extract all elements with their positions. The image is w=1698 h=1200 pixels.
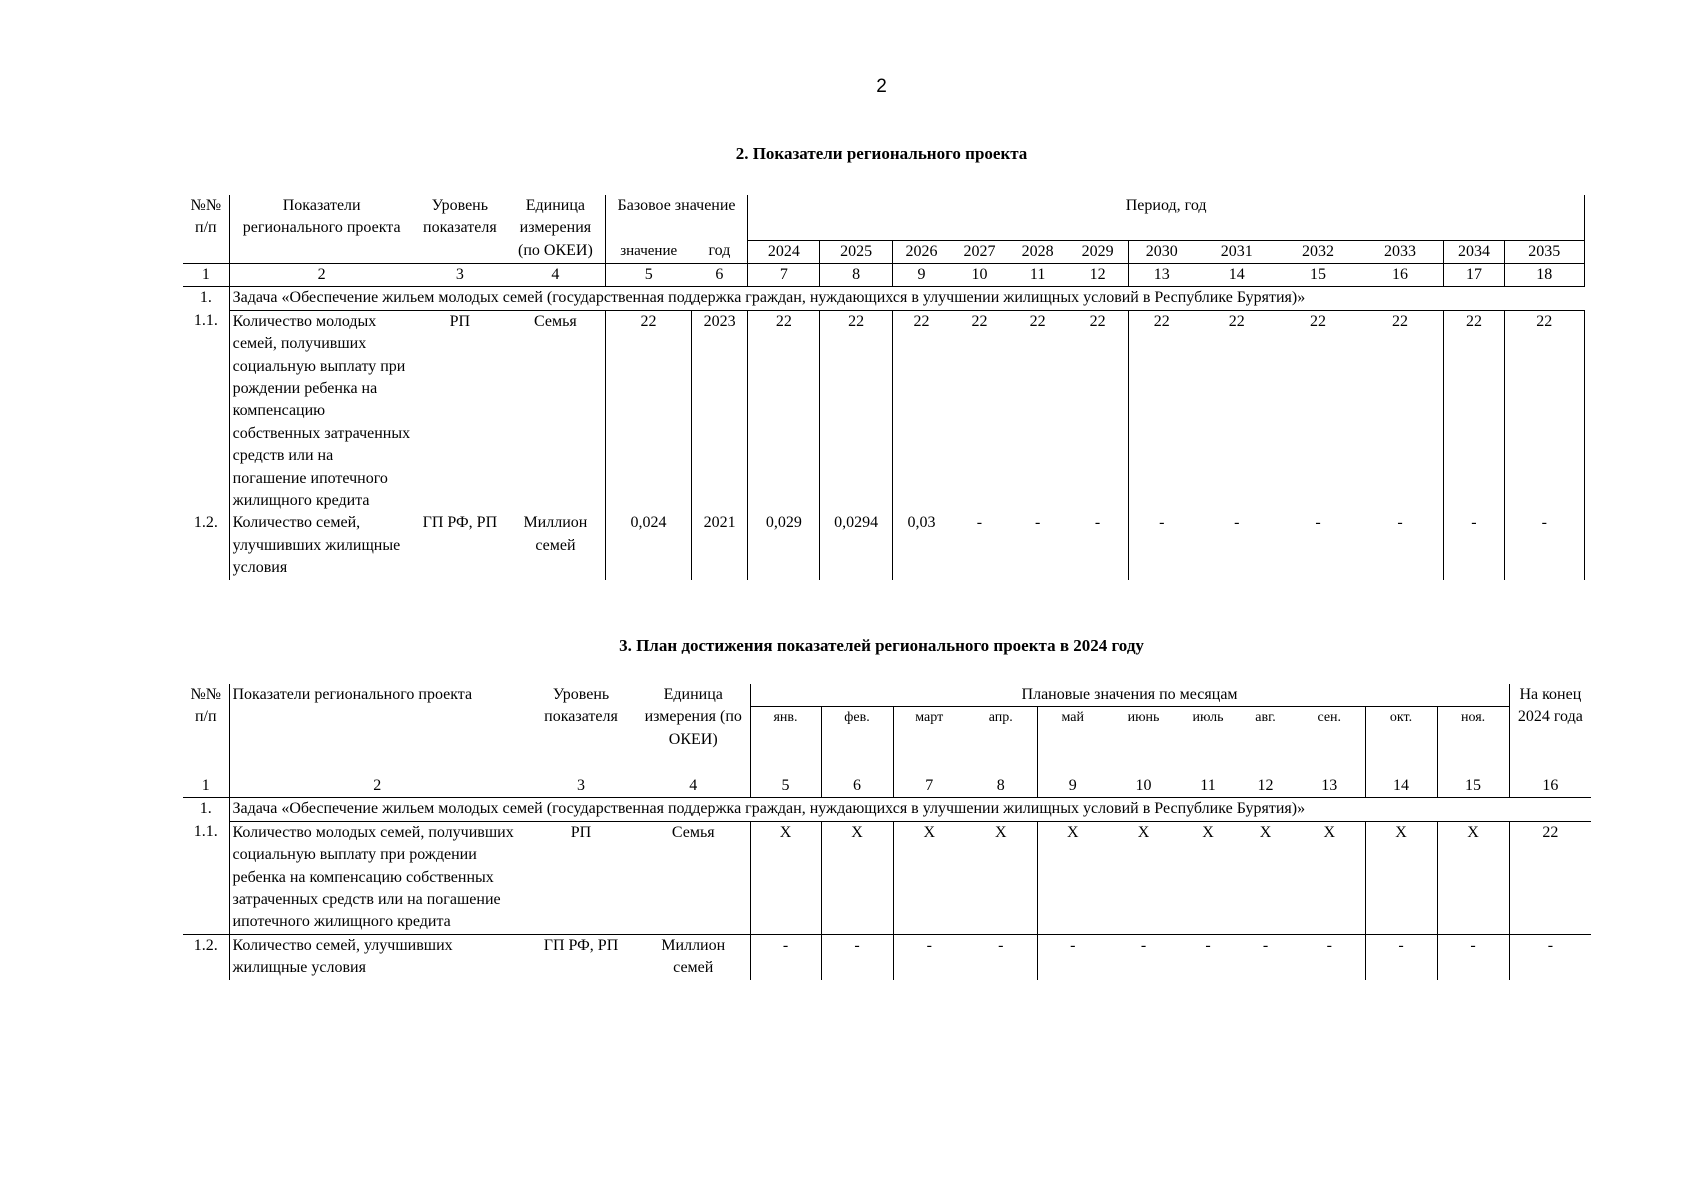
header-month: авг. bbox=[1237, 707, 1294, 775]
indicator-row bbox=[183, 821, 1591, 934]
row-month-value: - bbox=[1437, 934, 1509, 979]
column-number: 7 bbox=[748, 263, 820, 286]
column-numbers-row bbox=[183, 775, 1591, 798]
row-month-value: X bbox=[821, 821, 893, 934]
row-month-value: X bbox=[750, 821, 821, 934]
row-unit: Миллион семей bbox=[637, 934, 750, 979]
row-month-value: X bbox=[1137, 823, 1150, 841]
row-value: 22 bbox=[1129, 310, 1194, 512]
column-number: 9 bbox=[1037, 775, 1108, 798]
header-level: Уровень показателя bbox=[423, 197, 497, 237]
row-num: 1.2. bbox=[183, 934, 229, 979]
row-month-value: X bbox=[1202, 823, 1214, 841]
header-year: 2033 bbox=[1357, 240, 1444, 263]
column-number: 13 bbox=[1129, 263, 1194, 286]
row-indicator-name: Количество семей, улучшивших жилищные условия bbox=[229, 934, 525, 979]
header-month: сен. bbox=[1294, 707, 1365, 775]
column-number: 15 bbox=[1279, 263, 1356, 286]
column-number: 15 bbox=[1437, 775, 1509, 798]
row-month-value: X bbox=[1037, 821, 1108, 934]
page-number: 2 bbox=[876, 76, 887, 97]
column-number: 6 bbox=[821, 775, 893, 798]
header-base-year: год bbox=[708, 242, 731, 259]
column-number: 9 bbox=[892, 263, 950, 286]
section-3-title: 3. План достижения показателей регионального проекта в 2024 году bbox=[619, 636, 1144, 655]
row-month-value: X bbox=[1437, 821, 1509, 934]
row-month-value: - bbox=[1179, 934, 1237, 979]
row-month-value: - bbox=[1037, 934, 1108, 979]
header-indicator: Показатели регионального проекта bbox=[229, 684, 525, 775]
header-month: фев. bbox=[821, 707, 893, 775]
column-number: 6 bbox=[692, 263, 748, 286]
row-value: - bbox=[1234, 514, 1240, 532]
column-number: 12 bbox=[1067, 263, 1129, 286]
indicators-table bbox=[183, 195, 1585, 580]
row-value: - bbox=[1094, 514, 1101, 532]
row-month-value: - bbox=[1294, 934, 1365, 979]
header-month: ноя. bbox=[1437, 707, 1509, 775]
row-value: 22 bbox=[892, 310, 950, 512]
row-unit: Семья bbox=[671, 823, 715, 841]
column-number: 2 bbox=[229, 263, 414, 286]
row-value: - bbox=[1444, 512, 1504, 579]
column-number: 8 bbox=[996, 776, 1005, 794]
header-month: июнь bbox=[1108, 707, 1179, 775]
column-numbers-row bbox=[183, 263, 1585, 286]
column-number: 4 bbox=[689, 776, 698, 794]
row-month-value: - bbox=[821, 934, 893, 979]
header-num: №№ п/п bbox=[190, 686, 222, 726]
indicator-row bbox=[183, 310, 1585, 512]
column-number: 7 bbox=[893, 775, 965, 798]
row-month-value: - bbox=[1108, 934, 1179, 979]
header-level: Уровень показателя bbox=[544, 686, 618, 726]
row-base-year: 2021 bbox=[692, 512, 748, 579]
row-value: 22 bbox=[971, 312, 988, 330]
column-number: 16 bbox=[1357, 263, 1444, 286]
column-number: 18 bbox=[1504, 263, 1584, 286]
column-number: 1 bbox=[183, 263, 229, 286]
row-value: 22 bbox=[1228, 312, 1245, 330]
header-row bbox=[183, 684, 1591, 707]
row-month-value: X bbox=[1323, 823, 1336, 841]
column-number: 5 bbox=[750, 775, 821, 798]
header-monthly: Плановые значения по месяцам bbox=[750, 684, 1509, 707]
row-value: - bbox=[1129, 512, 1194, 579]
task-row bbox=[183, 798, 1591, 821]
column-number: 10 bbox=[1135, 776, 1152, 794]
row-value: 22 bbox=[1029, 312, 1046, 330]
row-indicator-name: Количество семей, улучшивших жилищные условия bbox=[229, 512, 414, 579]
task-text: Задача «Обеспечение жильем молодых семей (государственная поддержка граждан, нуждающихся в улучшении жилищных условий в Республике Бурятия)» bbox=[229, 798, 1591, 821]
header-year: 2029 bbox=[1067, 240, 1129, 263]
section-2-title: 2. Показатели регионального проекта bbox=[735, 144, 1028, 163]
header-year: 2035 bbox=[1504, 240, 1584, 263]
row-unit: Миллион семей bbox=[523, 514, 588, 554]
row-value: 0,029 bbox=[748, 512, 820, 579]
column-number: 14 bbox=[1365, 775, 1437, 798]
header-month: апр. bbox=[965, 707, 1037, 775]
header-month: окт. bbox=[1365, 707, 1437, 775]
row-base-value: 22 bbox=[605, 310, 691, 512]
row-level: ГП РФ, РП bbox=[525, 934, 637, 979]
row-value: 22 bbox=[820, 310, 892, 512]
header-month: янв. bbox=[750, 707, 821, 775]
header-month: март bbox=[893, 707, 965, 775]
column-number: 14 bbox=[1194, 263, 1279, 286]
row-month-value: - bbox=[965, 934, 1037, 979]
header-year: 2028 bbox=[1009, 240, 1067, 263]
header-year: 2034 bbox=[1444, 240, 1504, 263]
header-indicator: Показатели регионального проекта bbox=[229, 195, 414, 263]
column-number: 17 bbox=[1444, 263, 1504, 286]
row-month-value: X bbox=[1259, 823, 1272, 841]
row-value: 22 bbox=[1444, 310, 1504, 512]
row-num: 1.1. bbox=[193, 312, 218, 330]
header-year: 2025 bbox=[820, 240, 892, 263]
row-value: - bbox=[1315, 514, 1321, 532]
row-indicator-name: Количество молодых семей, получивших социальную выплату при рождении ребенка на компенсацию собственных затраченных средств или на погашение ипотечного жилищного кредита bbox=[229, 310, 414, 512]
row-value: 0,0294 bbox=[820, 512, 892, 579]
header-year: 2027 bbox=[950, 240, 1008, 263]
row-level: РП bbox=[570, 823, 592, 841]
row-value: 22 bbox=[1391, 312, 1408, 330]
row-month-value: X bbox=[1365, 821, 1437, 934]
row-month-value: - bbox=[750, 934, 821, 979]
header-row bbox=[183, 195, 1585, 240]
header-month: июль bbox=[1179, 707, 1237, 775]
row-end-value: 22 bbox=[1542, 823, 1559, 841]
header-base: Базовое значение bbox=[605, 195, 747, 240]
row-value: 22 bbox=[1504, 310, 1584, 512]
column-number: 5 bbox=[605, 263, 691, 286]
column-number: 10 bbox=[950, 263, 1008, 286]
row-end-value: - bbox=[1509, 934, 1591, 979]
row-base-year: 2023 bbox=[692, 310, 748, 512]
column-number: 2 bbox=[229, 775, 525, 798]
header-month: май bbox=[1037, 707, 1108, 775]
header-unit: Единица измерения (по ОКЕИ) bbox=[644, 686, 742, 748]
row-num: 1.2. bbox=[193, 514, 218, 532]
header-year: 2024 bbox=[748, 240, 820, 263]
row-value: - bbox=[976, 514, 983, 532]
row-month-value: - bbox=[1365, 934, 1437, 979]
header-year: 2030 bbox=[1129, 240, 1194, 263]
column-number: 4 bbox=[506, 263, 605, 286]
row-unit: Семья bbox=[534, 312, 577, 330]
column-number: 8 bbox=[820, 263, 892, 286]
column-number: 13 bbox=[1321, 776, 1338, 794]
column-number: 12 bbox=[1257, 776, 1274, 794]
header-period: Период, год bbox=[748, 195, 1585, 240]
column-number: 3 bbox=[577, 776, 585, 794]
row-month-value: X bbox=[994, 823, 1007, 841]
column-number: 11 bbox=[1009, 263, 1067, 286]
row-month-value: - bbox=[1237, 934, 1294, 979]
indicator-row bbox=[183, 512, 1585, 579]
column-number: 1 bbox=[201, 776, 210, 794]
task-num: 1. bbox=[183, 798, 229, 821]
header-year: 2032 bbox=[1279, 240, 1356, 263]
row-num: 1.1. bbox=[193, 823, 218, 841]
task-row bbox=[183, 287, 1585, 310]
monthly-plan-table bbox=[183, 684, 1591, 980]
header-num: №№ п/п bbox=[190, 197, 222, 237]
header-year: 2026 bbox=[892, 240, 950, 263]
task-num: 1. bbox=[183, 287, 229, 310]
header-base-value: значение bbox=[605, 240, 691, 263]
header-unit: Единица измерения (по ОКЕИ) bbox=[518, 197, 593, 259]
row-level: ГП РФ, РП bbox=[422, 514, 498, 532]
row-level: РП bbox=[449, 312, 471, 330]
row-value: - bbox=[1504, 512, 1584, 579]
header-year: 2031 bbox=[1194, 240, 1279, 263]
task-text: Задача «Обеспечение жильем молодых семей (государственная поддержка граждан, нуждающихся в улучшении жилищных условий в Республике Бурятия)» bbox=[229, 287, 1584, 310]
row-base-value: 0,024 bbox=[605, 512, 691, 579]
row-value: 22 bbox=[748, 310, 820, 512]
row-value: - bbox=[1034, 514, 1041, 532]
row-value: 22 bbox=[1309, 312, 1326, 330]
row-month-value: X bbox=[893, 821, 965, 934]
row-value: 0,03 bbox=[892, 512, 950, 579]
row-value: - bbox=[1397, 514, 1403, 532]
column-number: 3 bbox=[414, 263, 506, 286]
row-value: 22 bbox=[1089, 312, 1106, 330]
column-number: 16 bbox=[1542, 776, 1559, 794]
column-number: 11 bbox=[1200, 776, 1216, 794]
row-indicator-name: Количество молодых семей, получивших социальную выплату при рождении ребенка на компенсацию собственных затраченных средств или на погашение ипотечного жилищного кредита bbox=[229, 821, 525, 934]
row-month-value: - bbox=[893, 934, 965, 979]
header-end: На конец 2024 года bbox=[1517, 686, 1583, 726]
indicator-row bbox=[183, 934, 1591, 979]
